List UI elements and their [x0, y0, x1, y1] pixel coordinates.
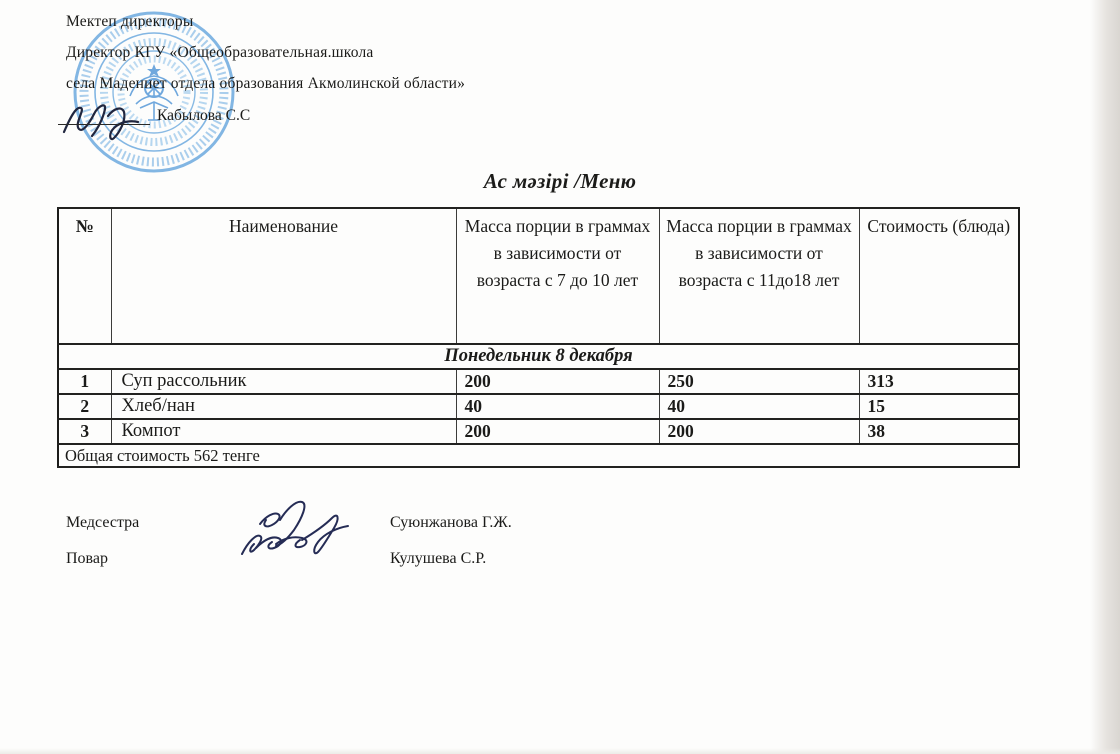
signature-line	[58, 124, 150, 125]
dish-cost: 15	[859, 394, 1019, 419]
signatory-name-cook: Кулушева С.Р.	[390, 550, 487, 567]
mass-7-10: 40	[456, 394, 659, 419]
day-header: Понедельник 8 декабря	[58, 344, 1019, 369]
dish-cost: 313	[859, 369, 1019, 394]
column-header-mass-11-18: Масса порции в граммах в зависимости от возраста с 11до18 лет	[659, 208, 859, 344]
scan-edge-shadow	[1090, 0, 1120, 754]
row-number: 1	[58, 369, 111, 394]
column-header-name: Наименование	[111, 208, 456, 344]
table-header-row	[58, 208, 1019, 344]
header-line-1: Мектеп директоры	[66, 13, 194, 30]
table-row	[58, 394, 1019, 419]
dish-cost: 38	[859, 419, 1019, 444]
staff-signature-icon	[222, 492, 372, 582]
row-number: 2	[58, 394, 111, 419]
mass-11-18: 200	[659, 419, 859, 444]
signatory-role-nurse: Медсестра	[66, 514, 140, 531]
director-signature-icon	[56, 92, 156, 142]
header-line-2: Директор КГУ «Общеобразовательная.школа	[66, 44, 374, 61]
mass-11-18: 250	[659, 369, 859, 394]
total-row	[58, 444, 1019, 467]
menu-table	[57, 207, 1020, 468]
dish-name: Хлеб/нан	[111, 394, 456, 419]
header-line-3: села Мадениет отдела образования Акмолинской области»	[66, 75, 466, 92]
signatory-role-cook: Повар	[66, 550, 108, 567]
dish-name: Суп рассольник	[111, 369, 456, 394]
page-title: Ас мәзірі /Меню	[483, 169, 637, 193]
scan-edge-shadow-bottom	[0, 748, 1120, 754]
day-header-row	[58, 344, 1019, 369]
row-number: 3	[58, 419, 111, 444]
table-row	[58, 369, 1019, 394]
signatory-name-nurse: Суюнжанова Г.Ж.	[390, 514, 512, 531]
column-header-mass-7-10: Масса порции в граммах в зависимости от возраста с 7 до 10 лет	[456, 208, 659, 344]
mass-11-18: 40	[659, 394, 859, 419]
mass-7-10: 200	[456, 369, 659, 394]
total-cost: Общая стоимость 562 тенге	[58, 444, 1019, 467]
table-row	[58, 419, 1019, 444]
director-name: Кабылова С.С	[157, 107, 251, 124]
dish-name: Компот	[111, 419, 456, 444]
column-header-number: №	[58, 208, 111, 344]
mass-7-10: 200	[456, 419, 659, 444]
column-header-cost: Стоимость (блюда)	[859, 208, 1019, 344]
